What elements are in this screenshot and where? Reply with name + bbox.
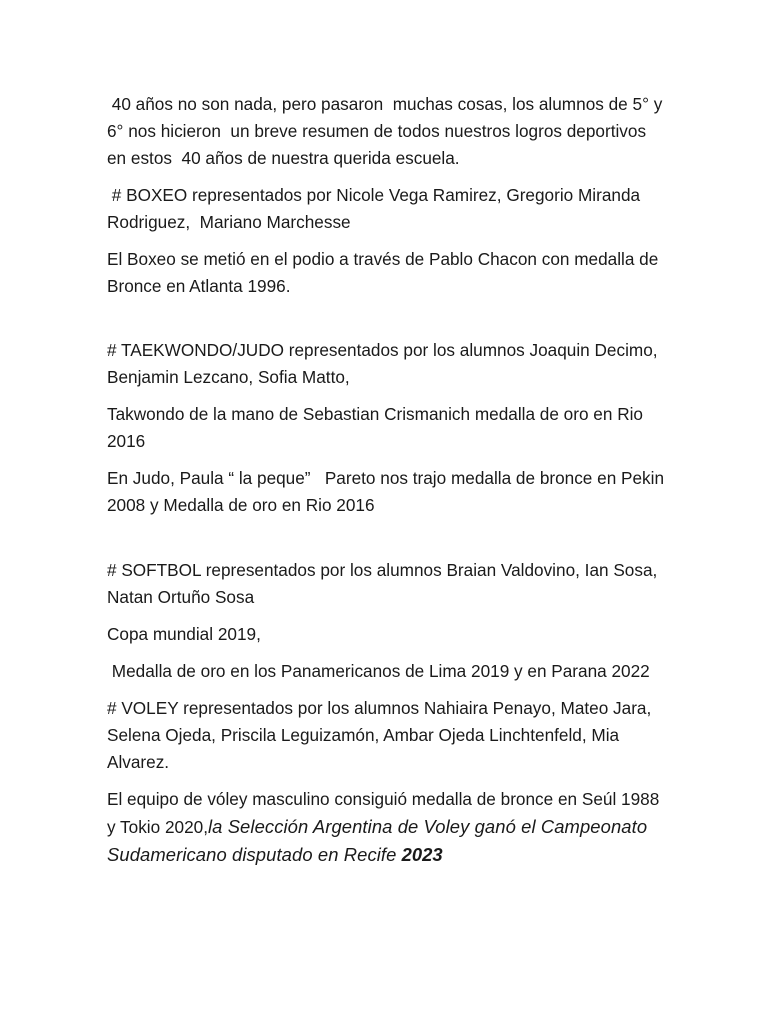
boxeo-achievement-paragraph: El Boxeo se metió en el podio a través de Pablo Chacon con medalla de Bronce en Atlanta 1996.: [107, 249, 664, 296]
boxeo-heading-paragraph: # BOXEO representados por Nicole Vega Ramirez, Gregorio Miranda Rodriguez, Mariano Marchesse: [107, 185, 645, 232]
voley-italic-text: la Selección Argentina de Voley ganó el Campeonato Sudamericano disputado en Recife: [107, 816, 653, 865]
intro-paragraph: 40 años no son nada, pero pasaron muchas cosas, los alumnos de 5° y 6° nos hicieron un breve resumen de todos nuestros logros deportivos en estos 40 años de nuestra querida escuela.: [107, 94, 668, 168]
voley-plain-text: El equipo de vóley masculino consiguió medalla de bronce en Seúl 1988 y Tokio 2020,: [107, 789, 665, 837]
softbol-panamerican-paragraph: Medalla de oro en los Panamericanos de Lima 2019 y en Parana 2022: [107, 661, 650, 681]
softbol-world-cup-paragraph: Copa mundial 2019,: [107, 624, 261, 644]
voley-achievement-paragraph: [107, 786, 667, 869]
taekwondo-achievement-paragraph: Takwondo de la mano de Sebastian Crismanich medalla de oro en Rio 2016: [107, 404, 648, 451]
voley-heading-paragraph: # VOLEY representados por los alumnos Nahiaira Penayo, Mateo Jara, Selena Ojeda, Priscila Leguizamón, Ambar Ojeda Linchtenfeld, Mia Alvarez.: [107, 698, 657, 772]
document-body: [107, 91, 667, 879]
judo-achievement-paragraph: En Judo, Paula “ la peque” Pareto nos trajo medalla de bronce en Pekin 2008 y Medalla de oro en Rio 2016: [107, 468, 669, 515]
softbol-heading-paragraph: # SOFTBOL representados por los alumnos Braian Valdovino, Ian Sosa, Natan Ortuño Sosa: [107, 560, 663, 607]
voley-year-text: 2023: [401, 844, 443, 865]
taekwondo-judo-heading-paragraph: # TAEKWONDO/JUDO representados por los alumnos Joaquin Decimo, Benjamin Lezcano, Sofia Matto,: [107, 340, 663, 387]
